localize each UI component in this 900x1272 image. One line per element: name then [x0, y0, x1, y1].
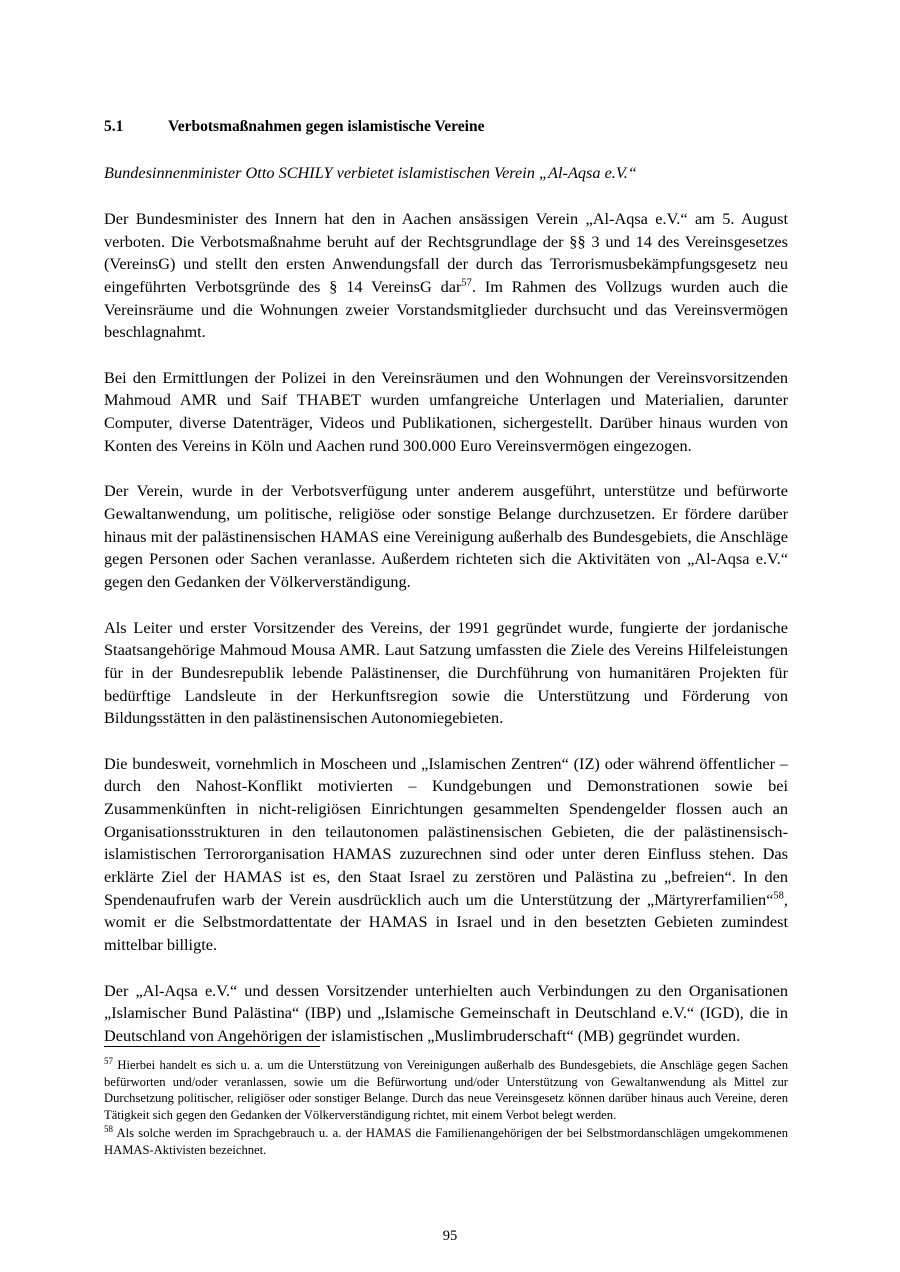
subheading: Bundesinnenminister Otto SCHILY verbietet islamistischen Verein „Al-Aqsa e.V.“	[104, 163, 637, 182]
paragraph-2: Bei den Ermittlungen der Polizei in den Vereinsräumen und den Wohnungen der Vereinsvorsitzenden Mahmoud AMR und Saif THABET wurden umfangreiche Unterlagen und Materialien, darunter Computer, diverse Datenträger, Videos und Publikationen, sichergestellt. Darüber hinaus wurden von Konten des Vereins in Köln und Aachen rund 300.000 Euro Vereinsvermögen eingezogen.	[104, 367, 788, 455]
paragraph-5-part-a: Die bundesweit, vornehmlich in Moscheen und „Islamischen Zentren“ (IZ) oder während öffentlicher – durch den Nahost-Konflikt motivierten – Kundgebungen und Demonstrationen sowie bei Zusammenkünften in nicht-religiösen Einrichtungen gesammelten Spendengelder flossen auch an Organisationsstrukturen in den teilautonomen palästinensischen Gebieten, die der palästinensisch-islamistischen Terrororganisation HAMAS zuzurechnen sind oder unter deren Einfluss stehen. Das erklärte Ziel der HAMAS ist es, den Staat Israel zu zerstören und Palästina zu „befreien“. In den Spendenaufrufen warb der Verein ausdrücklich auch um die Unterstützung der „Märtyrerfamilien“	[104, 753, 788, 909]
footnote-58-marker: 58	[104, 1124, 113, 1135]
section-title: Verbotsmaßnahmen gegen islamistische Vereine	[168, 118, 485, 135]
footnote-marker-58: 58	[773, 890, 784, 902]
paragraph-1-tail: . Im Rahmen des Vollzugs wurden auch die Vereinsräume und die Wohnungen zweier Vorstandsmitglieder durchsucht und das Vereinsvermögen beschlagnahmt.	[104, 276, 788, 342]
footnote-marker-57: 57	[461, 277, 472, 289]
footnote-58-text: Als solche werden im Sprachgebrauch u. a. der HAMAS die Familienangehörigen der bei Selbstmordanschlägen umgekommenen HAMAS-Aktivisten bezeichnet.	[104, 1126, 788, 1158]
paragraph-5-part-b: , womit er die Selbstmordattentate der HAMAS in Israel und in den besetzten Gebieten zumindest mittelbar billigte.	[104, 889, 788, 954]
paragraph-6: Der „Al-Aqsa e.V.“ und dessen Vorsitzender unterhielten auch Verbindungen zu den Organisationen „Islamischer Bund Palästina“ (IBP) und „Islamische Gemeinschaft in Deutschland e.V.“ (IGD), die in Deutschland von Angehörigen der islamistischen „Muslimbruderschaft“ (MB) gegründet wurden.	[104, 980, 788, 1045]
footnote-57	[104, 1057, 788, 1123]
page-number: 95	[442, 1228, 458, 1244]
footnote-57-text: Hierbei handelt es sich u. a. um die Unterstützung von Vereinigungen außerhalb des Bundesgebiets, die Anschläge gegen Sachen befürworten und/oder veranlassen, sowie um die Befürwortung und/oder Unterstützung von Gewaltanwendung als Mittel zur Durchsetzung politischer, religiöser oder sonstiger Belange. Durch das neue Vereinsgesetz können darüber hinaus auch Vereine, deren Tätigkeit sich gegen den Gedanken der Völkerverständigung richtet, mit einem Verbot belegt werden.	[104, 1058, 788, 1122]
section-number: 5.1	[104, 118, 124, 135]
paragraph-5	[104, 753, 788, 957]
paragraph-4: Als Leiter und erster Vorsitzender des Vereins, der 1991 gegründet wurde, fungierte der jordanische Staatsangehörige Mahmoud Mousa AMR. Laut Satzung umfassten die Ziele des Vereins Hilfeleistungen für in der Bundesrepublik lebende Palästinenser, die Durchführung von humanitären Projekten für bedürftige Landsleute in der Herkunftsregion sowie die Unterstützung und Förderung von Bildungsstätten in den palästinensischen Autonomiegebieten.	[104, 617, 788, 728]
section-heading	[104, 118, 788, 136]
paragraph-1-text: Der Bundesminister des Innern hat den in Aachen ansässigen Verein „Al-Aqsa e.V.“ am 5. August verboten. Die Verbotsmaßnahme beruht auf der Rechtsgrundlage der §§ 3 und 14 des Vereinsgesetzes (VereinsG) und stellt den ersten Anwendungsfall der durch das Terrorismusbekämpfungsgesetz neu eingeführten Verbotsgründe des § 14 VereinsG dar	[104, 209, 788, 296]
footnote-57-marker: 57	[104, 1055, 113, 1066]
footnote-area	[104, 1057, 788, 1161]
paragraph-3: Der Verein, wurde in der Verbotsverfügung unter anderem ausgeführt, unterstütze und befürworte Gewaltanwendung, um politische, religiöse oder sonstige Belange durchzusetzen. Er fördere darüber hinaus mit der palästinensischen HAMAS eine Vereinigung außerhalb des Bundesgebiets, die Anschläge gegen Personen oder Sachen veranlasse. Außerdem richteten sich die Aktivitäten von „Al-Aqsa e.V.“ gegen den Gedanken der Völkerverständigung.	[104, 481, 788, 591]
paragraph-1	[104, 208, 788, 344]
footnote-separator	[104, 1046, 320, 1047]
footnote-58	[104, 1125, 788, 1158]
